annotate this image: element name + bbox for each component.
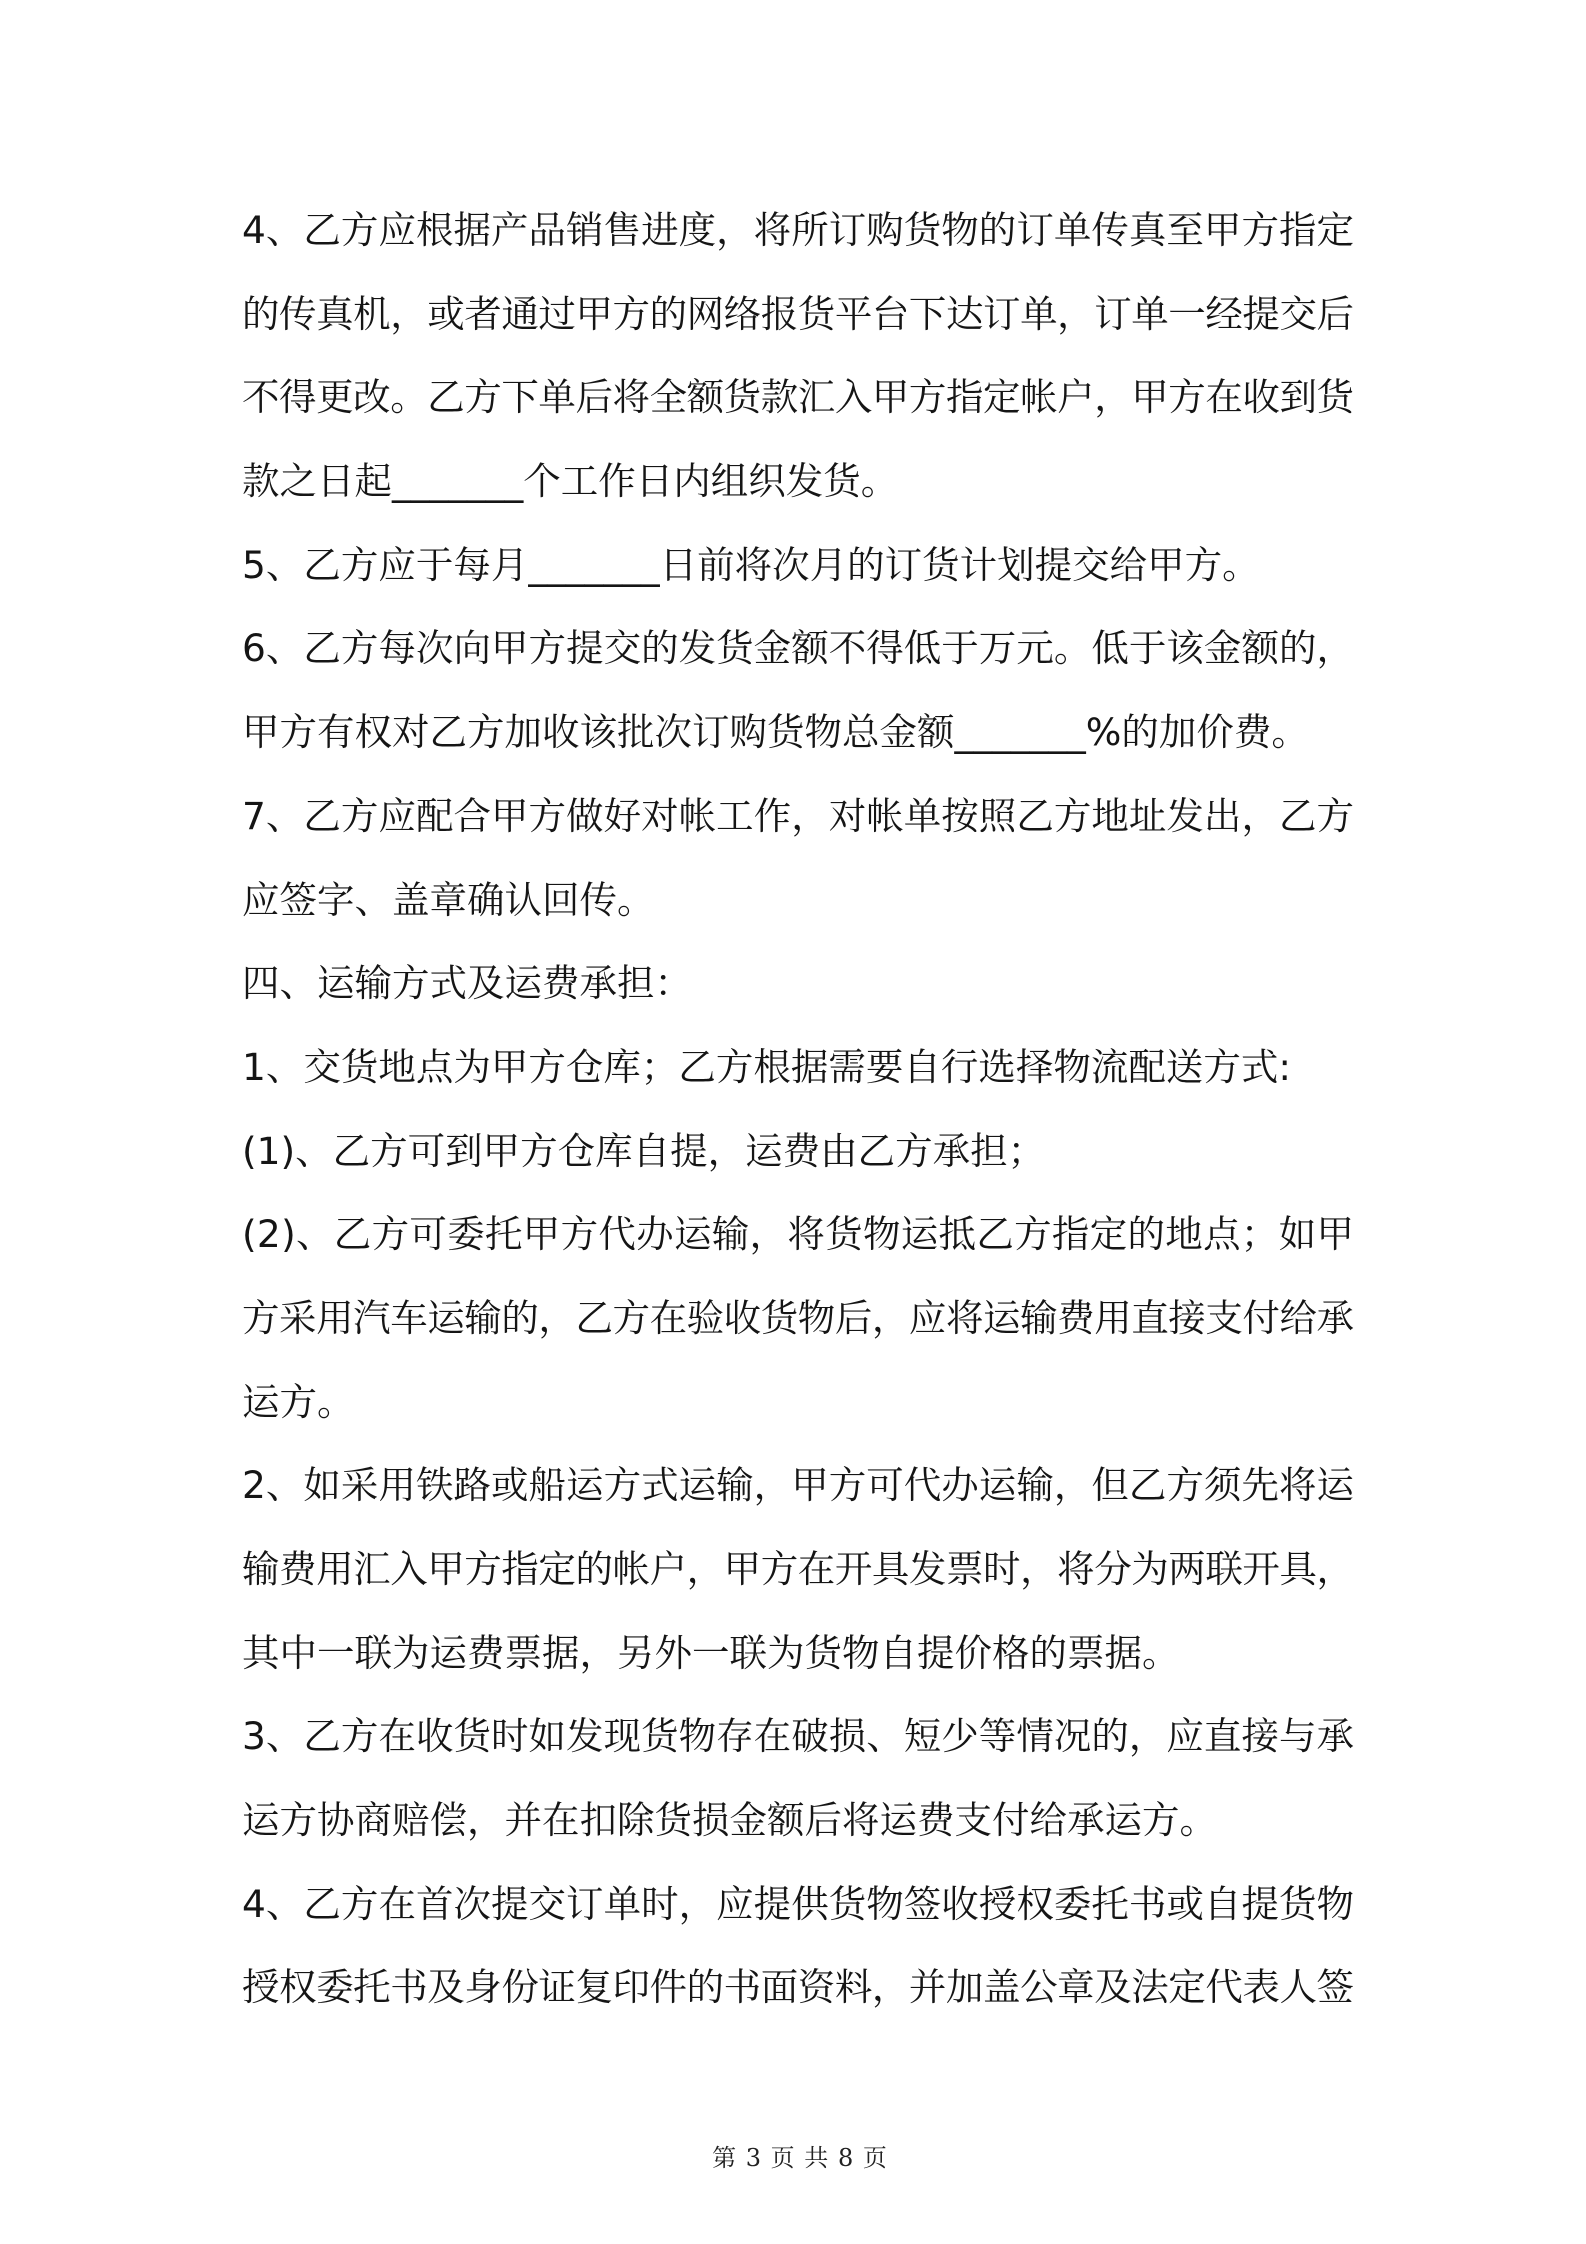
line-text: 运方。 (242, 1379, 355, 1424)
text-line (242, 1946, 1354, 2030)
line-text: 6、乙方每次向甲方提交的发货金额不得低于万元。低于该金额的， (242, 626, 1355, 671)
text-line (242, 1612, 1354, 1696)
text-line (242, 691, 1354, 775)
line-text: 其中一联为运费票据，另外一联为货物自提价格的票据。 (242, 1630, 1180, 1675)
paragraph (242, 1695, 1354, 1862)
text-line (242, 273, 1354, 357)
page-number: 第 3 页 共 8 页 (712, 2144, 888, 2172)
line-text: 方采用汽车运输的，乙方在验收货物后，应将运输费用直接支付给承 (242, 1295, 1354, 1340)
text-line (242, 1193, 1354, 1277)
line-text: 运方协商赔偿，并在扣除货损金额后将运费支付给承运方。 (242, 1798, 1217, 1843)
line-text: 4、乙方应根据产品销售进度，将所订购货物的订单传真至甲方指定 (242, 208, 1355, 252)
text-line (242, 1444, 1354, 1528)
text-line (242, 440, 1354, 524)
text-line (242, 607, 1354, 691)
line-text: 5、乙方应于每月_______日前将次月的订货计划提交给甲方。 (242, 542, 1260, 587)
line-text: 应签字、盖章确认回传。 (242, 877, 655, 922)
line-text: 授权委托书及身份证复印件的书面资料，并加盖公章及法定代表人签 (242, 1965, 1354, 2010)
line-text: 款之日起_______个工作日内组织发货。 (242, 459, 899, 504)
line-text: (1)、乙方可到甲方仓库自提，运费由乙方承担； (242, 1128, 1046, 1173)
text-line (242, 1361, 1354, 1445)
heading-text: 四、运输方式及运费承担： (242, 961, 692, 1006)
text-line (242, 524, 1354, 608)
paragraph (242, 1863, 1354, 2030)
line-text: 4、乙方在首次提交订单时，应提供货物签收授权委托书或自提货物 (242, 1881, 1355, 1926)
paragraph (242, 189, 1354, 524)
line-text: (2)、乙方可委托甲方代办运输，将货物运抵乙方指定的地点；如甲 (242, 1212, 1355, 1257)
line-text: 输费用汇入甲方指定的帐户，甲方在开具发票时，将分为两联开具， (242, 1547, 1354, 1591)
document-body (242, 189, 1354, 2030)
text-line (242, 775, 1354, 859)
paragraph (242, 607, 1354, 774)
paragraph (242, 1110, 1354, 1194)
text-line (242, 942, 1354, 1026)
text-line (242, 1695, 1354, 1779)
line-text: 2、如采用铁路或船运方式运输，甲方可代办运输，但乙方须先将运 (242, 1463, 1355, 1508)
line-text: 不得更改。乙方下单后将全额货款汇入甲方指定帐户，甲方在收到货 (242, 375, 1354, 420)
paragraph (242, 775, 1354, 942)
text-line (242, 189, 1354, 273)
line-text: 1、交货地点为甲方仓库；乙方根据需要自行选择物流配送方式: (242, 1044, 1291, 1089)
text-line (242, 356, 1354, 440)
text-line (242, 1779, 1354, 1863)
line-text: 3、乙方在收货时如发现货物存在破损、短少等情况的，应直接与承 (242, 1714, 1355, 1759)
text-line (242, 859, 1354, 943)
paragraph (242, 524, 1354, 608)
text-line (242, 1026, 1354, 1110)
text-line (242, 1863, 1354, 1947)
text-line (242, 1528, 1354, 1612)
paragraph (242, 1026, 1354, 1110)
paragraph (242, 1193, 1354, 1444)
line-text: 7、乙方应配合甲方做好对帐工作，对帐单按照乙方地址发出，乙方 (242, 793, 1355, 838)
paragraph (242, 1444, 1354, 1695)
text-line (242, 1277, 1354, 1361)
text-line (242, 1110, 1354, 1194)
section-heading (242, 942, 1354, 1026)
line-text: 的传真机，或者通过甲方的网络报货平台下达订单，订单一经提交后 (242, 291, 1354, 336)
line-text: 甲方有权对乙方加收该批次订购货物总金额_______%的加价费。 (242, 710, 1309, 755)
